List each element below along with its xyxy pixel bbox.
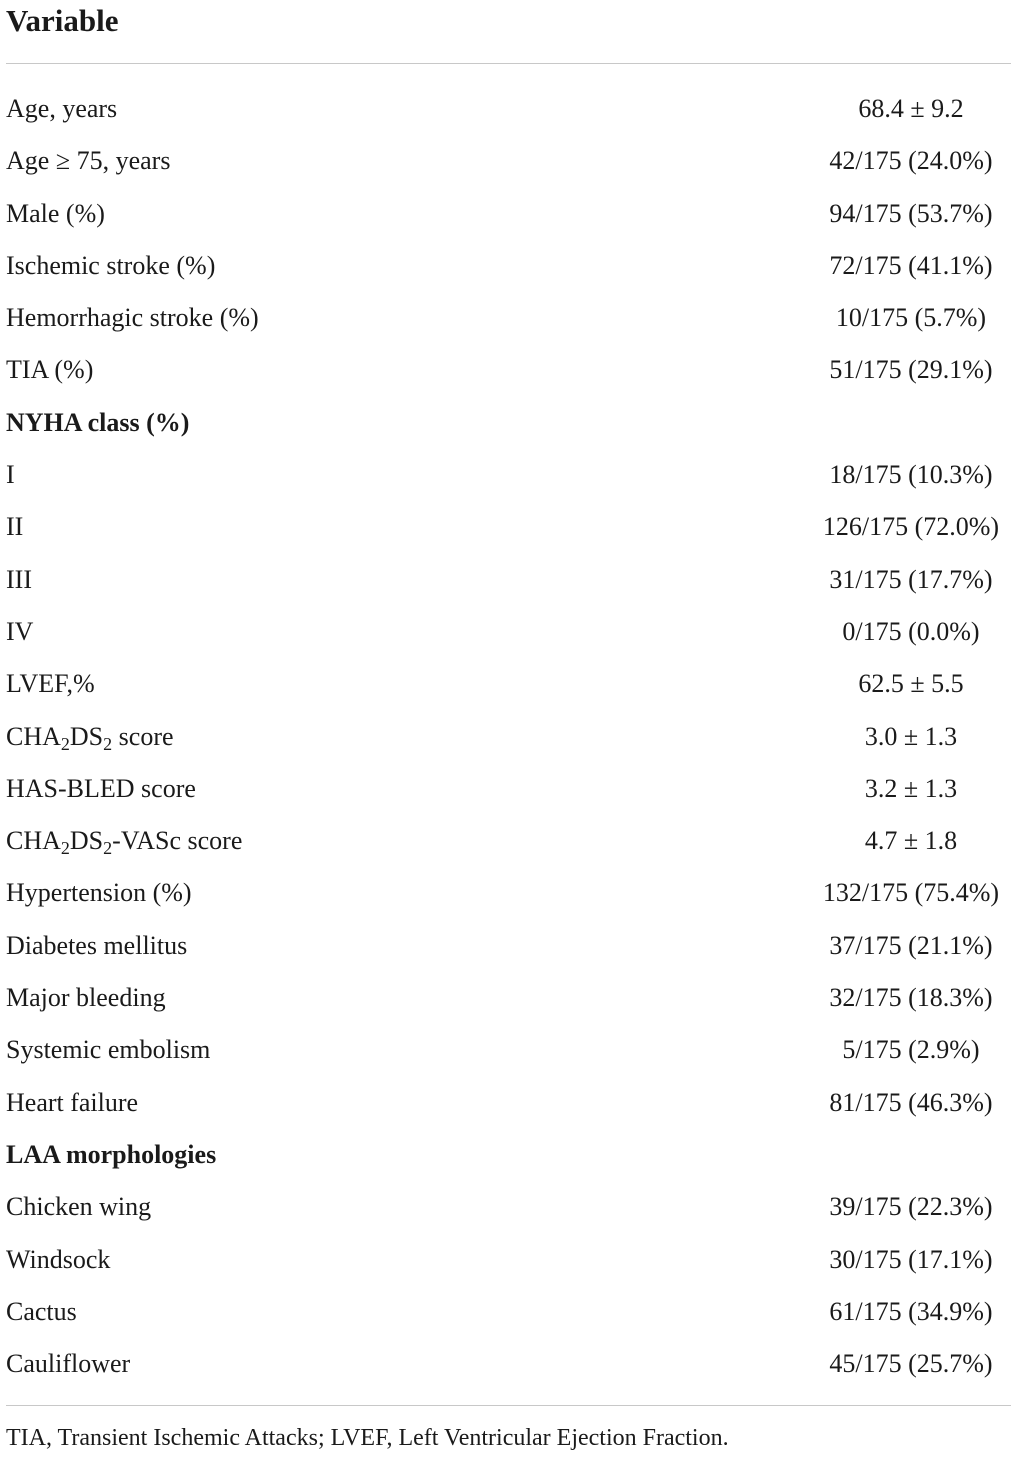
row-label: Chicken wing	[6, 1192, 152, 1222]
row-label-part: 2	[60, 838, 70, 859]
row-label-part: -VASc score	[112, 826, 243, 856]
table-row	[6, 1024, 1011, 1076]
row-label: I	[6, 460, 15, 490]
row-label: Heart failure	[6, 1087, 139, 1117]
section-label: NYHA class (%)	[6, 407, 190, 437]
row-label	[6, 711, 174, 763]
section-row	[6, 1129, 1011, 1181]
table-body	[6, 83, 1011, 1390]
row-value: 94/175 (53.7%)	[829, 198, 993, 228]
table-row	[6, 1338, 1011, 1390]
row-label: Hypertension (%)	[6, 878, 192, 908]
row-label: TIA (%)	[6, 355, 94, 385]
table-row	[6, 867, 1011, 919]
row-label-part: 2	[103, 838, 113, 859]
row-label-part: DS	[69, 826, 104, 856]
table-row	[6, 292, 1011, 344]
row-value: 18/175 (10.3%)	[829, 460, 993, 490]
row-value: 81/175 (46.3%)	[829, 1087, 993, 1117]
table-footnote: TIA, Transient Ischemic Attacks; LVEF, Left Ventricular Ejection Fraction.	[6, 1425, 729, 1451]
row-label-part: DS	[69, 721, 104, 751]
row-value: 3.2 ± 1.3	[864, 773, 958, 803]
row-value: 39/175 (22.3%)	[829, 1192, 993, 1222]
row-value: 51/175 (29.1%)	[829, 355, 993, 385]
table-row	[6, 1077, 1011, 1129]
row-label: Windsock	[6, 1244, 111, 1274]
row-value: 32/175 (18.3%)	[829, 983, 993, 1013]
table-row	[6, 554, 1011, 606]
table-row	[6, 972, 1011, 1024]
row-label: Hemorrhagic stroke (%)	[6, 303, 259, 333]
row-label: Cactus	[6, 1296, 77, 1326]
row-value: 42/175 (24.0%)	[829, 146, 993, 176]
table-row	[6, 344, 1011, 396]
row-value: 68.4 ± 9.2	[858, 94, 964, 123]
table-row	[6, 658, 1011, 710]
table-row	[6, 501, 1011, 553]
row-label-part: CHA	[6, 826, 61, 856]
table-row	[6, 1286, 1011, 1338]
table-row	[6, 763, 1011, 815]
section-row	[6, 397, 1011, 449]
table-row	[6, 135, 1011, 187]
section-label: LAA morphologies	[6, 1139, 217, 1169]
row-label: III	[6, 564, 32, 594]
row-label: Systemic embolism	[6, 1035, 211, 1065]
row-label	[6, 815, 242, 867]
row-value: 10/175 (5.7%)	[835, 303, 987, 333]
row-label: HAS-BLED score	[6, 773, 196, 803]
table-row	[6, 449, 1011, 501]
row-label-part: 2	[60, 733, 70, 754]
table-row	[6, 606, 1011, 658]
row-label: Cauliflower	[6, 1349, 131, 1379]
row-value: 30/175 (17.1%)	[829, 1244, 993, 1274]
table-row	[6, 83, 1011, 135]
row-label: Age, years	[6, 94, 118, 123]
row-value: 126/175 (72.0%)	[822, 512, 1000, 542]
row-value: 5/175 (2.9%)	[842, 1035, 980, 1065]
row-label: IV	[6, 616, 34, 646]
row-label-part: score	[112, 721, 174, 751]
row-value: 62.5 ± 5.5	[858, 669, 964, 699]
row-label: Ischemic stroke (%)	[6, 250, 216, 280]
row-value: 45/175 (25.7%)	[829, 1349, 993, 1379]
footer-divider	[6, 1405, 1011, 1406]
row-value: 37/175 (21.1%)	[829, 930, 993, 960]
table-row	[6, 920, 1011, 972]
row-value: 31/175 (17.7%)	[829, 564, 993, 594]
row-value: 3.0 ± 1.3	[864, 721, 958, 751]
table-row	[6, 1181, 1011, 1233]
row-label: Age ≥ 75, years	[6, 146, 171, 176]
table-row	[6, 240, 1011, 292]
row-label: Diabetes mellitus	[6, 930, 188, 960]
row-label: Major bleeding	[6, 983, 166, 1013]
row-value: 61/175 (34.9%)	[829, 1296, 993, 1326]
table-row	[6, 188, 1011, 240]
row-label-part: 2	[103, 733, 113, 754]
table-row	[6, 711, 1011, 763]
table-row	[6, 815, 1011, 867]
row-value: 4.7 ± 1.8	[864, 826, 958, 856]
row-label: Male (%)	[6, 198, 105, 228]
table-row	[6, 1234, 1011, 1286]
row-label-part: CHA	[6, 721, 61, 751]
row-value: 0/175 (0.0%)	[842, 616, 980, 646]
row-label: II	[6, 512, 24, 542]
row-value: 132/175 (75.4%)	[822, 878, 1000, 908]
header-divider	[6, 63, 1011, 64]
row-value: 72/175 (41.1%)	[829, 250, 993, 280]
row-label: LVEF,%	[6, 669, 95, 699]
table-header-variable: Variable	[6, 3, 119, 38]
